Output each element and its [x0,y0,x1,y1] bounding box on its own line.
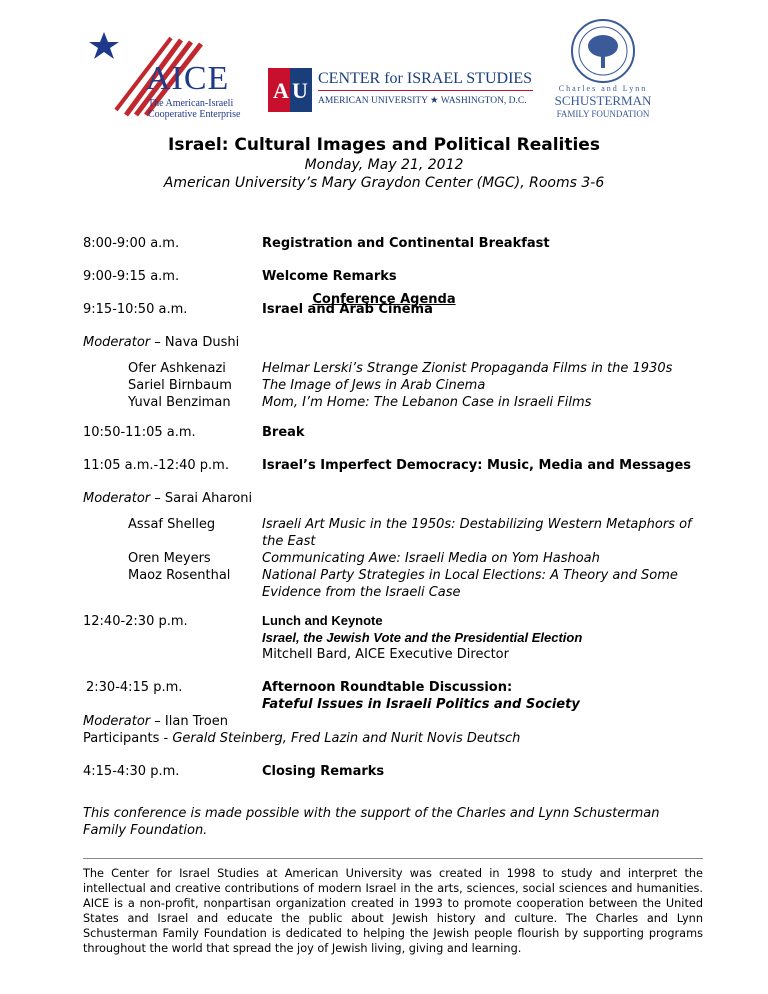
roundtable-subtitle: Fateful Issues in Israeli Politics and Society [262,697,580,712]
session-title: Israel and Arab Cinema [262,302,433,317]
speaker-name: Maoz Rosenthal [128,568,231,583]
aice-logo [86,30,246,125]
conference-venue: American University’s Mary Graydon Center (MGC), Rooms 3-6 [163,175,605,191]
footer-divider [83,858,703,859]
conference-date: Monday, May 21, 2012 [304,157,464,173]
talk-title: Helmar Lerski’s Strange Zionist Propaganda Films in the 1930s [262,361,673,376]
session-title: Registration and Continental Breakfast [262,236,550,251]
schusterman-small: Charles and Lynn [558,84,648,93]
session-time: 9:15-10:50 a.m. [83,302,188,317]
svg-text:U: U [292,78,308,103]
moderator-label: Moderator [83,491,151,506]
speaker-name: Yuval Benziman [128,395,231,410]
aice-wordmark: AICE [146,60,230,97]
speaker-list [128,550,230,584]
talk-list [262,360,702,411]
footer-about: The Center for Israel Studies at American University was created in 1998 to study and interpret the intellectual and creative contributions of modern Israel in the arts, sciences, social sciences and humanities. AICE is a non-profit, nonpartisan organization created in 1993 to promote cooperation between the United States and Israel and educate the public about Jewish history and culture. The Charles and Lynn Schusterman Family Foundation is dedicated to helping the Jewish people flourish by supporting programs throughout the world that spread the joy of Jewish living, giving and learning. [83,867,703,955]
moderator-name: Sarai Aharoni [164,491,253,506]
session-time: 4:15-4:30 p.m. [83,764,180,779]
schusterman-subline: FAMILY FOUNDATION [556,109,650,119]
talk-title: The Image of Jews in Arab Cinema [262,378,486,393]
cis-divider [318,90,533,91]
moderator-name: Nava Dushi [164,335,240,350]
talk-list [262,516,702,601]
schusterman-name: SCHUSTERMAN [554,93,652,108]
speaker-name: Oren Meyers [128,551,211,566]
center-for-israel-studies-logo [268,68,538,112]
session-time: 9:00-9:15 a.m. [83,269,180,284]
talk-title: Israeli Art Music in the 1950s: Destabilizing Western Metaphors of [262,517,692,532]
participants-names: Gerald Steinberg, Fred Lazin and Nurit Novis Deutsch [172,731,521,746]
aice-tagline-line2: Cooperative Enterprise [148,109,241,120]
session-time: 2:30-4:15 p.m. [86,680,183,695]
session-title: Closing Remarks [262,764,385,779]
moderator-line: Moderator – Nava Dushi [83,335,240,350]
session-time: 8:00-9:00 a.m. [83,236,180,251]
au-monogram-icon [268,68,312,112]
moderator-line: Moderator – Ilan Troen [83,714,228,729]
participants-line: Participants - Gerald Steinberg, Fred Lazin and Nurit Novis Deutsch [83,731,521,746]
session-title: Lunch and Keynote [262,613,383,628]
speaker-name: Ofer Ashkenazi [128,361,226,376]
talk-title: Communicating Awe: Israeli Media on Yom Hashoah [262,551,600,566]
moderator-label: Moderator [83,714,151,729]
speaker-list [128,360,232,411]
svg-text:A: A [273,78,289,103]
talk-title-continued: Evidence from the Israeli Case [262,585,461,600]
session-title: Welcome Remarks [262,269,397,284]
speaker-name: Assaf Shelleg [128,517,216,532]
speaker-name: Sariel Birnbaum [128,378,232,393]
session-title: Israel’s Imperfect Democracy: Music, Media and Messages [262,458,692,473]
talk-title-continued: the East [262,534,316,549]
moderator-line: Moderator – Sarai Aharoni [83,491,253,506]
keynote-speaker: Mitchell Bard, AICE Executive Director [262,647,509,662]
cis-name: CENTER for ISRAEL STUDIES [318,70,533,87]
moderator-name: Ilan Troen [164,714,228,729]
moderator-label: Moderator [83,335,151,350]
schusterman-logo [548,18,658,123]
talk-title: Mom, I’m Home: The Lebanon Case in Israeli Films [262,395,592,410]
aice-tagline [148,98,240,120]
session-time: 11:05 a.m.-12:40 p.m. [83,458,229,473]
session-time: 10:50-11:05 a.m. [83,425,196,440]
keynote-title: Israel, the Jewish Vote and the Presidential Election [262,630,583,645]
participants-label: Participants [83,731,160,746]
talk-title: National Party Strategies in Local Elections: A Theory and Some [262,568,678,583]
session-title: Afternoon Roundtable Discussion: [262,680,513,695]
aice-tagline-line1: The American-Israeli [148,98,234,109]
tree-seal-icon [548,18,658,84]
support-note: This conference is made possible with the support of the Charles and Lynn Schusterman Family Foundation. [83,806,660,838]
page-title: Israel: Cultural Images and Political Realities [168,135,600,155]
cis-subline: AMERICAN UNIVERSITY ★ WASHINGTON, D.C. [318,96,527,106]
session-time: 12:40-2:30 p.m. [83,614,188,629]
agenda-heading: Conference Agenda [312,292,456,307]
session-title: Break [262,425,305,440]
